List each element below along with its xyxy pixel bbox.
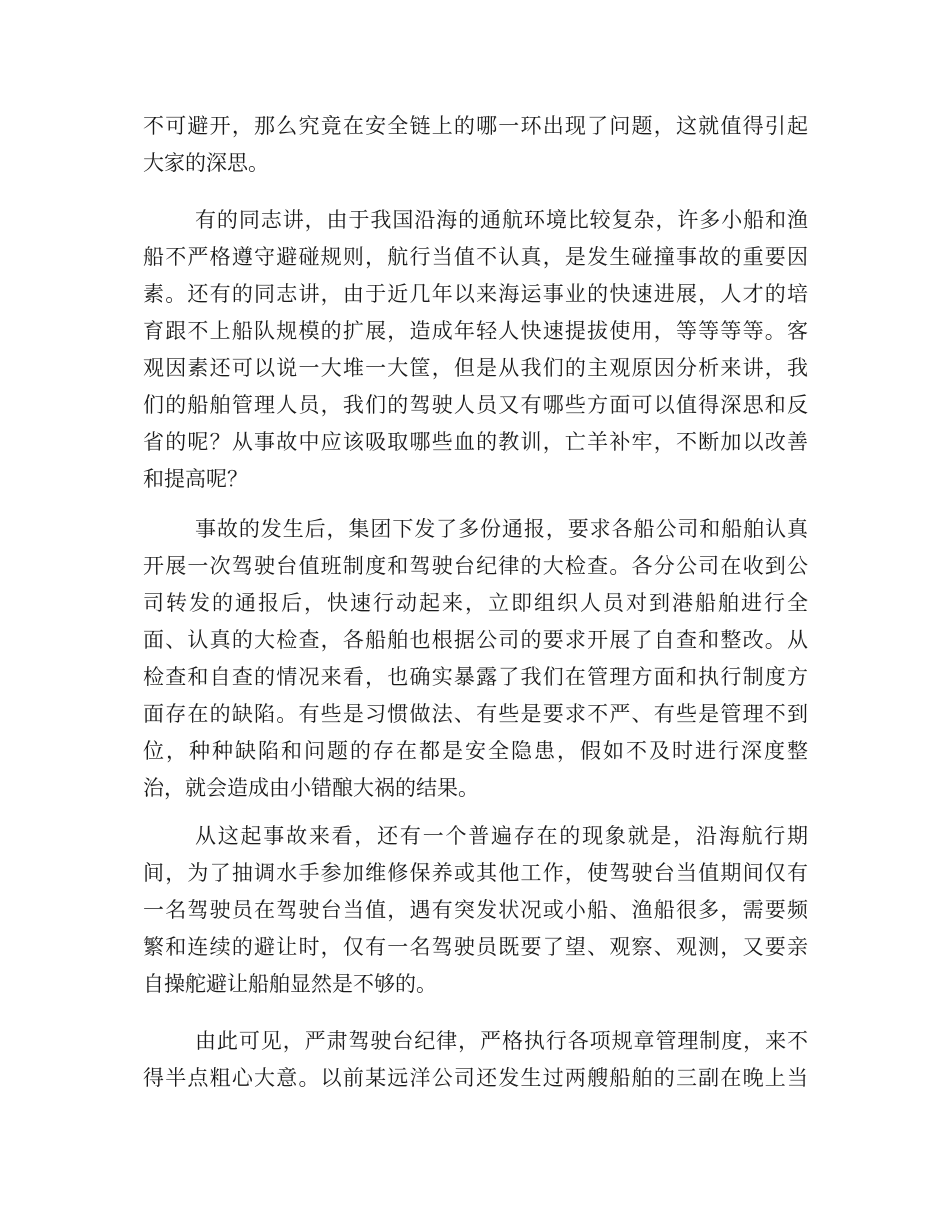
text-line: 治，就会造成由小错酿大祸的结果。 (143, 776, 479, 800)
paragraph-3 (143, 511, 808, 807)
paragraph-2 (143, 202, 808, 498)
text-line: 自操舵避让船舶显然是不够的。 (143, 972, 437, 996)
text-line: 得半点粗心大意。以前某远洋公司还发生过两艘船舶的三副在晚上当 (143, 1066, 808, 1090)
text-line: 面、认真的大检查，各船舶也根据公司的要求开展了自查和整改。从 (143, 628, 808, 652)
text-line: 检查和自查的情况来看，也确实暴露了我们在管理方面和执行制度方 (143, 665, 808, 689)
text-line: 大家的深思。 (143, 151, 269, 175)
text-line: 间，为了抽调水手参加维修保养或其他工作，使驾驶台当值期间仅有 (143, 861, 808, 885)
text-line: 位，种种缺陷和问题的存在都是安全隐患，假如不及时进行深度整 (143, 739, 808, 763)
text-line: 由此可见，严肃驾驶台纪律，严格执行各项规章管理制度，来不 (195, 1029, 808, 1053)
text-line: 有的同志讲，由于我国沿海的通航环境比较复杂，许多小船和渔 (195, 208, 808, 232)
paragraph-4 (143, 818, 808, 1003)
text-line: 不可避开，那么究竟在安全链上的哪一环出现了问题，这就值得引起 (143, 114, 808, 138)
text-line: 从这起事故来看，还有一个普遍存在的现象就是，沿海航行期 (195, 824, 808, 848)
text-line: 司转发的通报后，快速行动起来，立即组织人员对到港船舶进行全 (143, 591, 808, 615)
text-line: 观因素还可以说一大堆一大筐，但是从我们的主观原因分析来讲，我 (143, 356, 808, 380)
text-line: 育跟不上船队规模的扩展，造成年轻人快速提拔使用，等等等等。客 (143, 319, 808, 343)
text-line: 事故的发生后，集团下发了多份通报，要求各船公司和船舶认真 (195, 517, 808, 541)
text-line: 素。还有的同志讲，由于近几年以来海运事业的快速进展，人才的培 (143, 282, 808, 306)
text-line: 们的船舶管理人员，我们的驾驶人员又有哪些方面可以值得深思和反 (143, 393, 808, 417)
text-line: 面存在的缺陷。有些是习惯做法、有些是要求不严、有些是管理不到 (143, 702, 808, 726)
text-line: 一名驾驶员在驾驶台当值，遇有突发状况或小船、渔船很多，需要频 (143, 898, 808, 922)
paragraph-5 (143, 1023, 808, 1097)
text-line: 船不严格遵守避碰规则，航行当值不认真，是发生碰撞事故的重要因 (143, 245, 808, 269)
text-line: 开展一次驾驶台值班制度和驾驶台纪律的大检查。各分公司在收到公 (143, 554, 808, 578)
paragraph-1 (143, 108, 808, 182)
text-line: 省的呢？从事故中应该吸取哪些血的教训，亡羊补牢，不断加以改善 (143, 430, 808, 454)
text-line: 繁和连续的避让时，仅有一名驾驶员既要了望、观察、观测，又要亲 (143, 935, 808, 959)
text-line: 和提高呢？ (143, 467, 248, 491)
